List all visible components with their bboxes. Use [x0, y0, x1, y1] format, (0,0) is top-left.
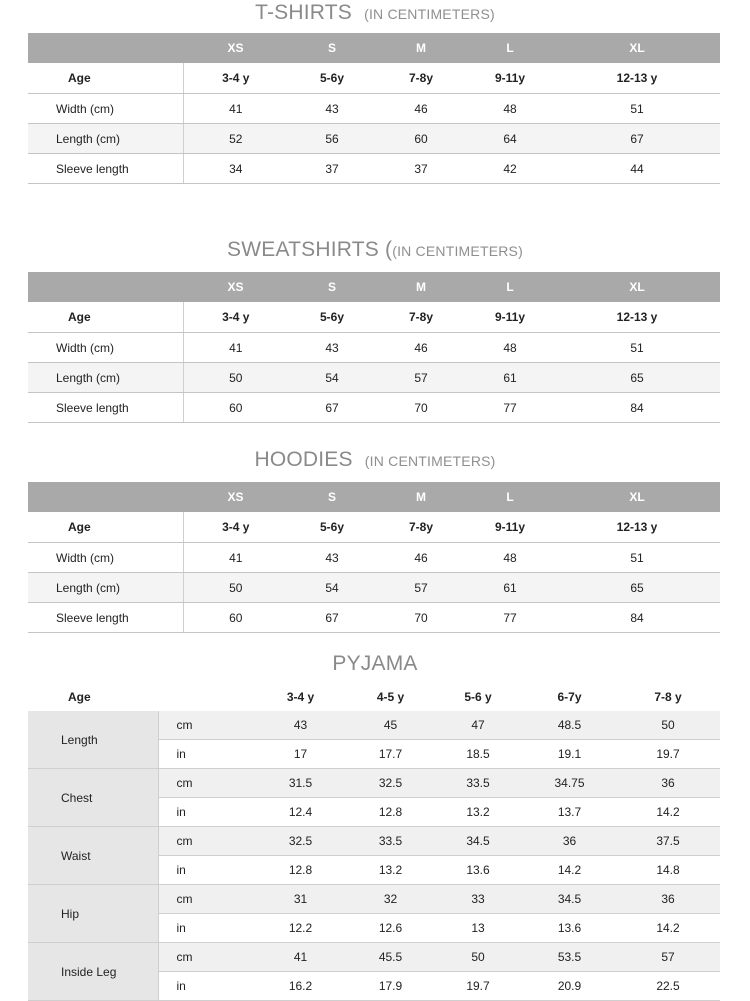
pyjama-unit-label: cm — [158, 769, 253, 798]
pyjama-age-label: Age — [68, 690, 91, 704]
age-cell: 9-11y — [466, 302, 554, 333]
age-cell: 7-8y — [376, 63, 466, 94]
hoodies-size-table — [28, 482, 720, 633]
pyjama-age-row — [28, 683, 720, 711]
pyjama-measure-label: Chest — [28, 769, 158, 827]
age-row — [28, 302, 720, 333]
pyjama-value: 14.2 — [523, 856, 616, 885]
pyjama-value: 19.1 — [523, 740, 616, 769]
age-cell: 7-8y — [376, 302, 466, 333]
measurement-value: 67 — [288, 393, 376, 423]
pyjama-age-cell: 4-5 y — [376, 690, 405, 704]
measurement-value: 51 — [554, 543, 720, 573]
measurement-value: 54 — [288, 573, 376, 603]
measurement-row — [28, 363, 720, 393]
pyjama-value: 14.2 — [616, 798, 720, 827]
measurement-label: Length (cm) — [28, 124, 183, 154]
measurement-value: 37 — [288, 154, 376, 184]
size-header-cell: XL — [554, 272, 720, 302]
sweatshirts-title-main: SWEATSHIRTS ( — [227, 238, 393, 261]
size-header-row — [28, 482, 720, 512]
age-row — [28, 512, 720, 543]
pyjama-value: 17.7 — [348, 740, 433, 769]
pyjama-row — [28, 769, 720, 798]
measurement-label: Length (cm) — [28, 363, 183, 393]
measurement-value: 57 — [376, 363, 466, 393]
pyjama-measure-label: Waist — [28, 827, 158, 885]
measurement-value: 37 — [376, 154, 466, 184]
size-header-cell: S — [288, 272, 376, 302]
size-header-corner — [28, 33, 183, 63]
pyjama-value: 45.5 — [348, 943, 433, 972]
size-header-cell: XL — [554, 33, 720, 63]
pyjama-value: 14.8 — [616, 856, 720, 885]
pyjama-unit-label: cm — [158, 711, 253, 740]
measurement-row — [28, 393, 720, 423]
pyjama-value: 53.5 — [523, 943, 616, 972]
pyjama-value: 34.5 — [433, 827, 523, 856]
pyjama-value: 13.6 — [523, 914, 616, 943]
measurement-value: 84 — [554, 603, 720, 633]
pyjama-value: 57 — [616, 943, 720, 972]
tshirts-size-table — [28, 33, 720, 184]
age-cell: 5-6y — [288, 512, 376, 543]
pyjama-value: 12.8 — [253, 856, 348, 885]
measurement-value: 60 — [183, 603, 288, 633]
measurement-row — [28, 573, 720, 603]
measurement-value: 51 — [554, 333, 720, 363]
pyjama-value: 37.5 — [616, 827, 720, 856]
pyjama-value: 12.4 — [253, 798, 348, 827]
pyjama-value: 34.5 — [523, 885, 616, 914]
measurement-value: 43 — [288, 543, 376, 573]
hoodies-title-main: HOODIES — [254, 448, 353, 471]
measurement-value: 77 — [466, 393, 554, 423]
measurement-value: 65 — [554, 363, 720, 393]
measurement-value: 50 — [183, 573, 288, 603]
measurement-row — [28, 603, 720, 633]
measurement-label: Sleeve length — [28, 393, 183, 423]
sweatshirts-size-table — [28, 272, 720, 423]
measurement-value: 46 — [376, 94, 466, 124]
age-label: Age — [28, 302, 183, 333]
pyjama-unit-label: in — [158, 798, 253, 827]
age-cell: 5-6y — [288, 63, 376, 94]
pyjama-value: 14.2 — [616, 914, 720, 943]
pyjama-value: 12.8 — [348, 798, 433, 827]
measurement-value: 48 — [466, 543, 554, 573]
measurement-value: 52 — [183, 124, 288, 154]
pyjama-value: 13.6 — [433, 856, 523, 885]
size-header-row — [28, 33, 720, 63]
age-label: Age — [28, 63, 183, 94]
sweatshirts-title-sub: (IN CENTIMETERS) — [392, 243, 523, 259]
measurement-value: 67 — [554, 124, 720, 154]
size-header-cell: L — [466, 482, 554, 512]
measurement-value: 77 — [466, 603, 554, 633]
pyjama-value: 13.2 — [433, 798, 523, 827]
pyjama-value: 13.7 — [523, 798, 616, 827]
pyjama-value: 13 — [433, 914, 523, 943]
pyjama-title — [0, 652, 750, 676]
size-header-cell: M — [376, 33, 466, 63]
measurement-value: 57 — [376, 573, 466, 603]
pyjama-value: 18.5 — [433, 740, 523, 769]
pyjama-measure-label: Length — [28, 711, 158, 769]
size-header-cell: L — [466, 33, 554, 63]
measurement-label: Width (cm) — [28, 543, 183, 573]
pyjama-unit-label: in — [158, 972, 253, 1001]
measurement-value: 43 — [288, 333, 376, 363]
pyjama-value: 31 — [253, 885, 348, 914]
pyjama-row — [28, 711, 720, 740]
pyjama-value: 36 — [616, 885, 720, 914]
measurement-value: 43 — [288, 94, 376, 124]
measurement-label: Width (cm) — [28, 94, 183, 124]
pyjama-value: 19.7 — [616, 740, 720, 769]
age-cell: 12-13 y — [554, 302, 720, 333]
age-cell: 5-6y — [288, 302, 376, 333]
measurement-value: 56 — [288, 124, 376, 154]
measurement-row — [28, 124, 720, 154]
pyjama-value: 32 — [348, 885, 433, 914]
pyjama-age-cell: 7-8 y — [654, 690, 682, 704]
pyjama-row — [28, 827, 720, 856]
measurement-value: 54 — [288, 363, 376, 393]
age-cell: 3-4 y — [183, 512, 288, 543]
measurement-value: 50 — [183, 363, 288, 393]
pyjama-value: 17 — [253, 740, 348, 769]
pyjama-value: 50 — [433, 943, 523, 972]
pyjama-value: 33 — [433, 885, 523, 914]
measurement-value: 41 — [183, 94, 288, 124]
size-header-cell: XL — [554, 482, 720, 512]
size-header-cell: XS — [183, 482, 288, 512]
measurement-value: 61 — [466, 363, 554, 393]
pyjama-value: 16.2 — [253, 972, 348, 1001]
size-header-corner — [28, 272, 183, 302]
measurement-value: 84 — [554, 393, 720, 423]
size-header-corner — [28, 482, 183, 512]
pyjama-measure-label: Inside Leg — [28, 943, 158, 1001]
tshirts-title — [0, 1, 750, 25]
size-header-cell: XS — [183, 272, 288, 302]
pyjama-value: 45 — [348, 711, 433, 740]
pyjama-value: 33.5 — [433, 769, 523, 798]
pyjama-value: 48.5 — [523, 711, 616, 740]
sweatshirts-title — [0, 238, 750, 262]
pyjama-value: 33.5 — [348, 827, 433, 856]
measurement-label: Sleeve length — [28, 154, 183, 184]
pyjama-unit-label: in — [158, 914, 253, 943]
age-label: Age — [28, 512, 183, 543]
age-cell: 9-11y — [466, 63, 554, 94]
measurement-label: Width (cm) — [28, 333, 183, 363]
pyjama-value: 31.5 — [253, 769, 348, 798]
hoodies-title — [0, 448, 750, 472]
measurement-value: 42 — [466, 154, 554, 184]
age-cell: 12-13 y — [554, 63, 720, 94]
measurement-value: 44 — [554, 154, 720, 184]
measurement-row — [28, 154, 720, 184]
pyjama-value: 12.6 — [348, 914, 433, 943]
age-cell: 3-4 y — [183, 63, 288, 94]
measurement-value: 65 — [554, 573, 720, 603]
age-row — [28, 63, 720, 94]
pyjama-value: 36 — [616, 769, 720, 798]
age-cell: 12-13 y — [554, 512, 720, 543]
pyjama-value: 50 — [616, 711, 720, 740]
measurement-label: Length (cm) — [28, 573, 183, 603]
pyjama-value: 34.75 — [523, 769, 616, 798]
pyjama-age-cell: 5-6 y — [464, 690, 492, 704]
measurement-value: 41 — [183, 543, 288, 573]
pyjama-title-main: PYJAMA — [332, 652, 418, 675]
pyjama-unit-label: cm — [158, 827, 253, 856]
pyjama-value: 12.2 — [253, 914, 348, 943]
pyjama-value: 32.5 — [253, 827, 348, 856]
pyjama-value: 22.5 — [616, 972, 720, 1001]
measurement-value: 60 — [376, 124, 466, 154]
measurement-value: 51 — [554, 94, 720, 124]
pyjama-value: 47 — [433, 711, 523, 740]
pyjama-value: 43 — [253, 711, 348, 740]
size-header-cell: S — [288, 33, 376, 63]
measurement-value: 64 — [466, 124, 554, 154]
pyjama-value: 20.9 — [523, 972, 616, 1001]
measurement-value: 46 — [376, 333, 466, 363]
size-header-cell: L — [466, 272, 554, 302]
pyjama-unit-label: cm — [158, 885, 253, 914]
age-cell: 3-4 y — [183, 302, 288, 333]
measurement-value: 34 — [183, 154, 288, 184]
size-header-cell: XS — [183, 33, 288, 63]
pyjama-row — [28, 943, 720, 972]
pyjama-value: 32.5 — [348, 769, 433, 798]
hoodies-title-sub: (IN CENTIMETERS) — [364, 453, 496, 469]
measurement-value: 48 — [466, 94, 554, 124]
pyjama-unit-label: in — [158, 740, 253, 769]
measurement-row — [28, 543, 720, 573]
measurement-row — [28, 333, 720, 363]
pyjama-value: 41 — [253, 943, 348, 972]
pyjama-value: 13.2 — [348, 856, 433, 885]
pyjama-row — [28, 885, 720, 914]
pyjama-measure-label: Hip — [28, 885, 158, 943]
tshirts-title-sub: (IN CENTIMETERS) — [364, 6, 495, 22]
measurement-row — [28, 94, 720, 124]
age-cell: 7-8y — [376, 512, 466, 543]
pyjama-age-cell: 6-7y — [557, 690, 582, 704]
pyjama-value: 19.7 — [433, 972, 523, 1001]
size-header-cell: M — [376, 482, 466, 512]
measurement-label: Sleeve length — [28, 603, 183, 633]
size-header-row — [28, 272, 720, 302]
pyjama-unit-label: in — [158, 856, 253, 885]
measurement-value: 48 — [466, 333, 554, 363]
measurement-value: 70 — [376, 603, 466, 633]
measurement-value: 70 — [376, 393, 466, 423]
pyjama-value: 17.9 — [348, 972, 433, 1001]
size-header-cell: M — [376, 272, 466, 302]
measurement-value: 60 — [183, 393, 288, 423]
measurement-value: 61 — [466, 573, 554, 603]
measurement-value: 41 — [183, 333, 288, 363]
tshirts-title-main: T-SHIRTS — [255, 1, 353, 24]
age-cell: 9-11y — [466, 512, 554, 543]
pyjama-size-table — [28, 683, 720, 1001]
pyjama-value: 36 — [523, 827, 616, 856]
size-header-cell: S — [288, 482, 376, 512]
pyjama-unit-label: cm — [158, 943, 253, 972]
measurement-value: 46 — [376, 543, 466, 573]
measurement-value: 67 — [288, 603, 376, 633]
pyjama-age-cell: 3-4 y — [286, 690, 315, 704]
